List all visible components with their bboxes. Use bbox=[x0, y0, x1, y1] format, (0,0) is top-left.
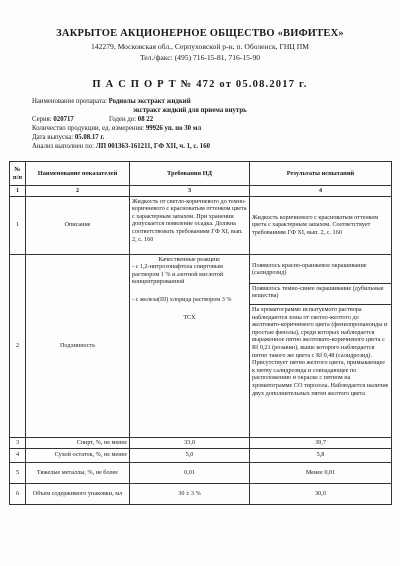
series-line bbox=[32, 115, 74, 124]
requirement-text: Жидкость от светло-коричневого до темно-коричневого с красноватым оттенком цвета с характерным запахом. При хранении допускается появление осадка. Должна соответствовать требованиям ГФ XI, вып. 2, с. 160 bbox=[130, 196, 250, 254]
result-value: 30,0 bbox=[250, 483, 392, 504]
quantity-line bbox=[32, 124, 201, 133]
result-reaction-2: Появилось темно-синее окрашивание (дубильные вещества) bbox=[250, 283, 391, 300]
requirement-value: 30 ± 3 % bbox=[130, 483, 250, 504]
organization-phone: Тел./факс: (495) 716-15-81, 716-15-90 bbox=[139, 53, 261, 62]
requirement-tlc: ТСХ bbox=[183, 313, 196, 321]
row-number: 3 bbox=[10, 437, 26, 448]
col-number-1: 1 bbox=[10, 186, 26, 197]
table-row bbox=[10, 196, 392, 254]
issue-line bbox=[32, 133, 104, 142]
product-line bbox=[32, 97, 191, 106]
header-results: Результаты испытаний bbox=[250, 162, 392, 186]
table-header-row bbox=[10, 162, 392, 186]
product-name-2: экстракт жидкий для приема внутрь bbox=[133, 107, 247, 114]
indicator-name: Объем содержимого упаковки, мл bbox=[26, 483, 130, 504]
result-reaction-1: Появилось красно-оранжевое окрашивание (салидрозид) bbox=[252, 261, 367, 277]
header-indicator: Наименование показателей bbox=[26, 162, 130, 186]
result-cell bbox=[250, 254, 392, 437]
expiry-label: Годен до: bbox=[109, 116, 137, 123]
row-number: 4 bbox=[10, 448, 26, 462]
indicator-name: Спирт, %, не менее bbox=[26, 437, 130, 448]
header-number: № п/п bbox=[10, 162, 26, 186]
table-row bbox=[10, 437, 392, 448]
col-number-4: 4 bbox=[250, 186, 392, 197]
col-number-2: 2 bbox=[26, 186, 130, 197]
table-row bbox=[10, 254, 392, 437]
organization-address: 142279, Московская обл., Серпуховской р-н, п. Оболенск, ГНЦ ПМ bbox=[91, 42, 309, 51]
indicator-name: Тяжелые металлы, %, не более bbox=[26, 462, 130, 483]
expiry-value: 08 22 bbox=[137, 116, 154, 123]
indicator-name: Описание bbox=[26, 196, 130, 254]
requirement-reaction-2: - с железа(III) хлорида раствором 3 % bbox=[132, 295, 232, 303]
product-label: Наименование препарата: bbox=[32, 98, 107, 105]
table-row bbox=[10, 483, 392, 504]
row-number: 1 bbox=[10, 196, 26, 254]
results-table bbox=[9, 161, 392, 505]
series-value: 020717 bbox=[53, 116, 74, 123]
quantity-value: 99926 уп. по 30 мл bbox=[145, 125, 202, 132]
table-row bbox=[10, 448, 392, 462]
row-number: 2 bbox=[10, 254, 26, 437]
issue-label: Дата выпуска: bbox=[32, 134, 74, 141]
requirement-reaction-1: - с 1,2-нитрозонафтола спиртовым раствором 1 % и азотной кислотой концентрированной bbox=[132, 263, 224, 286]
requirement-heading: Качественные реакции: bbox=[158, 255, 221, 263]
passport-title: П А С П О Р Т № 472 от 05.08.2017 г. bbox=[92, 79, 308, 90]
table-row bbox=[10, 462, 392, 483]
analysis-value: ЛП 001363-161211, ГФ XII, ч. 1, с. 160 bbox=[95, 143, 210, 150]
analysis-line bbox=[32, 142, 210, 151]
col-number-3: 3 bbox=[130, 186, 250, 197]
header-requirements: Требования НД bbox=[130, 162, 250, 186]
requirement-cell bbox=[130, 254, 250, 437]
requirement-value: 5,0 bbox=[130, 448, 250, 462]
expiry-line bbox=[109, 115, 153, 124]
organization-name: ЗАКРЫТОЕ АКЦИОНЕРНОЕ ОБЩЕСТВО «ВИФИТЕХ» bbox=[56, 28, 344, 39]
issue-value: 05.08.17 г. bbox=[74, 134, 105, 141]
quantity-label: Количество продукции, ед. измерения: bbox=[32, 125, 145, 132]
result-value: Менее 0,01 bbox=[250, 462, 392, 483]
product-name: Родиолы экстракт жидкий bbox=[108, 98, 191, 105]
result-tlc: На хроматограмме испытуемого раствора наблюдаются зоны от светло-желтого до желтовато-коричневого цвета (фенилпропаноиды и простые фенолы), среди которых наблюдается выраженное пятно желтовато-коричневого цвета с Rf 0,21 (розавин), выше которого наблюдается пятно такого же цвета с Rf 0,48 (салидрозид). Присутствует пятно желтого цвета, примыкающее к пятну салидрозида и совпадающее по расположению и окраске с пятном на хроматограмме СО тирозола. Наблюдается наличие двух дополнительных пятен желтого цвета bbox=[250, 304, 391, 397]
result-value: 39,7 bbox=[250, 437, 392, 448]
result-value: 5,8 bbox=[250, 448, 392, 462]
indicator-name: Подлинность bbox=[26, 254, 130, 437]
column-number-row bbox=[10, 186, 392, 197]
requirement-value: 0,01 bbox=[130, 462, 250, 483]
analysis-label: Анализ выполнен по: bbox=[32, 143, 95, 150]
result-text: Жидкость коричневого с красноватым оттенком цвета с характерным запахом. Соответствует требованиям ГФ XI, вып. 2, с. 160 bbox=[250, 196, 392, 254]
indicator-name: Сухой остаток, %, не менее bbox=[26, 448, 130, 462]
series-label: Серия: bbox=[32, 116, 52, 123]
row-number: 5 bbox=[10, 462, 26, 483]
row-number: 6 bbox=[10, 483, 26, 504]
requirement-value: 33,0 bbox=[130, 437, 250, 448]
